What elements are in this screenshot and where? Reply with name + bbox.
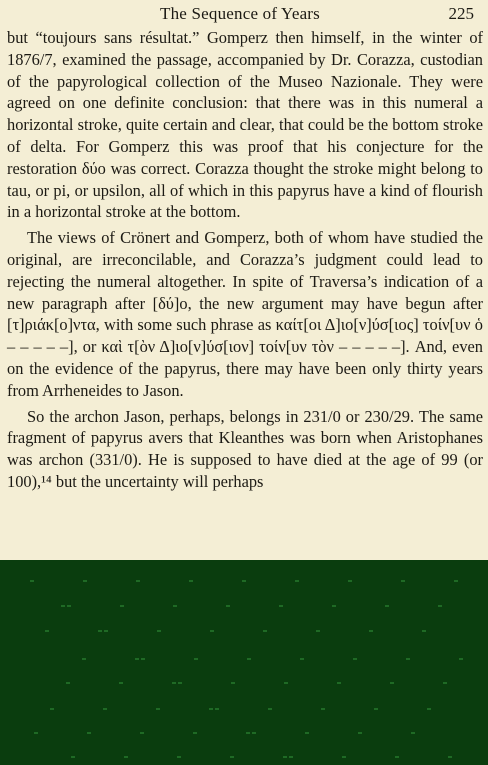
overlay-speck	[124, 756, 128, 758]
overlay-speck	[369, 630, 373, 632]
overlay-speck	[295, 580, 299, 582]
overlay-speck	[120, 605, 124, 607]
overlay-speck	[332, 605, 336, 607]
overlay-speck	[194, 658, 198, 660]
overlay-speck	[246, 732, 250, 734]
overlay-speck	[230, 756, 234, 758]
paragraph-1: but “toujours sans résultat.” Gomperz then himself, in the winter of 1876/7, examined the passage, accompanied by Dr. Corazza, custodian of the papyrological collection of the Museo Nazionale. They were agreed on one definite conclusion: that there was in this numeral a horizontal stroke, quite certain and clear, that could be the bottom stroke of delta. For Gomperz this was proof that his conjecture for the restoration δύο was correct. Corazza thought the stroke might belong to tau, or pi, or upsilon, all of which in this papyrus have a kind of flourish in a horizontal stroke at the bottom.	[7, 28, 483, 222]
overlay-speck	[422, 630, 426, 632]
overlay-speck	[448, 756, 452, 758]
overlay-speck	[140, 732, 144, 734]
overlay-speck	[374, 708, 378, 710]
overlay-speck	[443, 682, 447, 684]
paragraph-3: So the archon Jason, perhaps, belongs in 231/0 or 230/29. The same fragment of papyrus avers that Kleanthes was born when Aristophanes was archon (331/0). He is supposed to have died at the age of 99 (or 100),¹⁴ but the uncertainty will perhaps	[7, 406, 483, 491]
overlay-speck	[30, 580, 34, 582]
overlay-speck	[459, 658, 463, 660]
overlay-speck	[438, 605, 442, 607]
overlay-speck	[242, 580, 246, 582]
overlay-speck	[263, 630, 267, 632]
overlay-speck	[406, 658, 410, 660]
overlay-speck	[268, 708, 272, 710]
overlay-speck	[353, 658, 357, 660]
overlay-speck	[193, 732, 197, 734]
overlay-speck	[156, 708, 160, 710]
overlay-speck	[348, 580, 352, 582]
overlay-speck	[215, 708, 219, 710]
overlay-speck	[342, 756, 346, 758]
paragraph-2: The views of Crönert and Gomperz, both of whom have studied the original, are irreconcilable, and Corazza’s judgment could lead to rejecting the numeral altogether. In spite of Traversa’s indication of a new paragraph after [δύ]ο, the new argument may have begun after [τ]ριάκ[ο]ντα, with some such phrase as καίτ[οι Δ]ιο[ν]ύσ[ιος] τοίν[υν ὁ – – – – –], or καὶ τ[ὸν Δ]ιο[ν]ύσ[ιον] τοίν[υν τὸν – – – – –]. And, even on the evidence of the papyrus, there may have been only thirty years from Arrheneides to Jason.	[7, 228, 483, 400]
overlay-speck	[178, 682, 182, 684]
overlay-speck	[411, 732, 415, 734]
overlay-speck	[252, 732, 256, 734]
overlay-speck	[321, 708, 325, 710]
overlay-speck	[67, 605, 71, 607]
overlay-speck	[385, 605, 389, 607]
overlay-speck	[316, 630, 320, 632]
running-head: The Sequence of Years	[160, 4, 320, 23]
page-number: 225	[448, 4, 474, 23]
overlay-speck	[66, 682, 70, 684]
overlay-speck	[82, 658, 86, 660]
overlay-speck	[390, 682, 394, 684]
overlay-speck	[61, 605, 65, 607]
overlay-speck	[104, 630, 108, 632]
overlay-speck	[226, 605, 230, 607]
overlay-specks	[0, 560, 488, 765]
overlay-speck	[136, 580, 140, 582]
overlay-speck	[141, 658, 145, 660]
overlay-speck	[45, 630, 49, 632]
overlay-speck	[454, 580, 458, 582]
overlay-speck	[98, 630, 102, 632]
overlay-speck	[427, 708, 431, 710]
overlay-speck	[135, 658, 139, 660]
overlay-speck	[231, 682, 235, 684]
overlay-speck	[279, 605, 283, 607]
overlay-speck	[337, 682, 341, 684]
overlay-speck	[289, 756, 293, 758]
overlay-speck	[209, 708, 213, 710]
overlay-speck	[305, 732, 309, 734]
overlay-speck	[157, 630, 161, 632]
overlay-speck	[71, 756, 75, 758]
overlay-speck	[401, 580, 405, 582]
overlay-speck	[119, 682, 123, 684]
body-text	[7, 27, 483, 493]
overlay-speck	[210, 630, 214, 632]
overlay-speck	[83, 580, 87, 582]
overlay-speck	[283, 756, 287, 758]
overlay-speck	[103, 708, 107, 710]
overlay-speck	[395, 756, 399, 758]
overlay-speck	[358, 732, 362, 734]
overlay-speck	[34, 732, 38, 734]
overlay-speck	[300, 658, 304, 660]
overlay-speck	[172, 682, 176, 684]
overlay-speck	[177, 756, 181, 758]
page-header	[0, 2, 488, 24]
overlay-speck	[284, 682, 288, 684]
overlay-speck	[189, 580, 193, 582]
overlay-speck	[173, 605, 177, 607]
overlay-speck	[87, 732, 91, 734]
overlay-speck	[50, 708, 54, 710]
overlay-speck	[247, 658, 251, 660]
green-redaction-overlay	[0, 560, 488, 765]
